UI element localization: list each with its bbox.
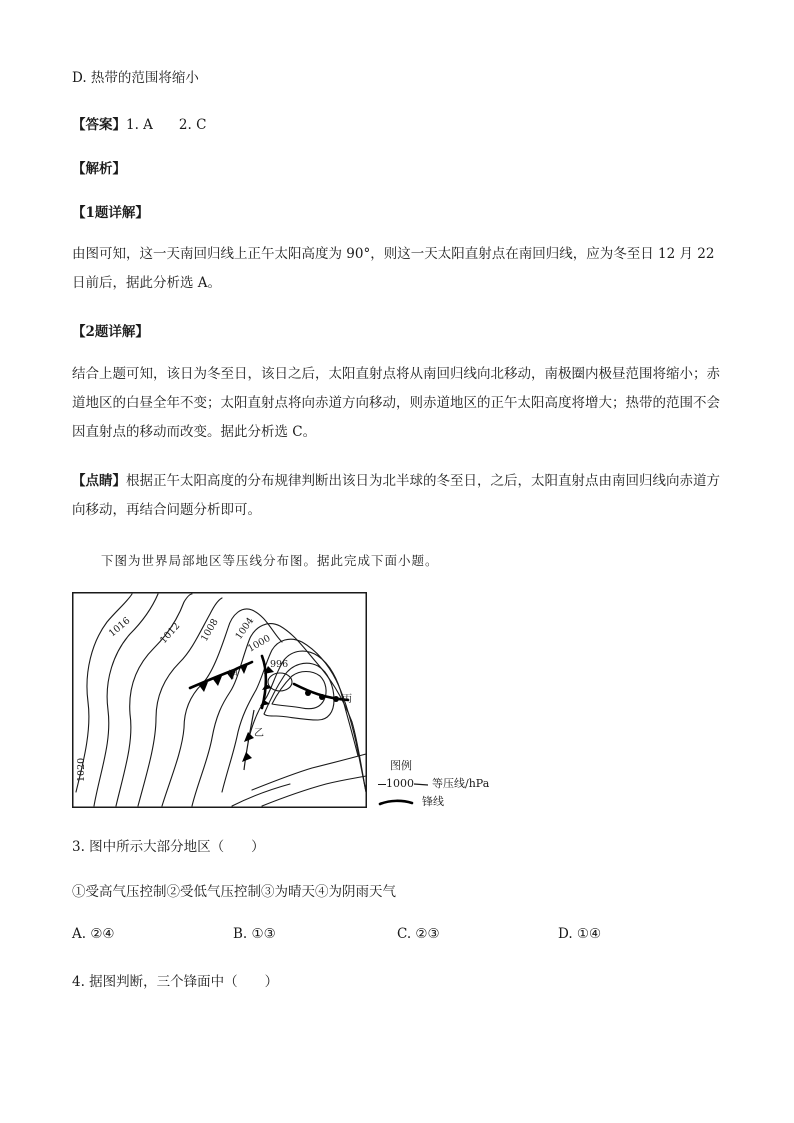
legend-title: 图例	[390, 759, 412, 772]
answer-2: 2. C	[178, 117, 207, 133]
map-legend	[378, 757, 489, 811]
legend-front-line	[378, 797, 414, 807]
isobar-label-1012: 1012	[158, 620, 183, 647]
tip-text: 根据正午太阳高度的分布规律判断出该日为北半球的冬至日，之后，太阳直射点由南回归线向赤道方向移动，再结合问题分析即可。	[72, 473, 720, 518]
q2-detail-text: 结合上题可知，该日为冬至日，该日之后，太阳直射点将从南回归线向北移动，南极圈内极昼范围将缩小；赤道地区的白昼全年不变；太阳直射点将向赤道方向移动，则赤道地区的正午太阳高度将增大；热带的范围不会因直射点的移动而改变。据此分析选 C。	[72, 366, 720, 440]
answer-label: 【答案】	[72, 117, 126, 133]
q3-option-b[interactable]: B. ①③	[233, 926, 276, 942]
q3-option-c[interactable]: C. ②③	[397, 926, 440, 942]
q3-option-d[interactable]: D. ①④	[558, 926, 602, 942]
legend-front-text: 锋线	[422, 795, 444, 808]
q1-detail-text: 由图可知，这一天南回归线上正午太阳高度为 90°，则这一天太阳直射点在南回归线，应为冬至日 12 月 22 日前后，据此分析选 A。	[72, 246, 715, 291]
answer-line	[72, 113, 206, 133]
tip-label: 【点睛】	[72, 473, 126, 489]
legend-isobar-row	[378, 775, 489, 793]
q2-detail-label: 【2题详解】	[72, 324, 149, 340]
legend-isobar-text: 等压线/hPa	[432, 777, 490, 790]
q4-stem: 4. 据图判断，三个锋面中（ ）	[72, 974, 279, 990]
tip-paragraph	[72, 467, 732, 525]
legend-front-row	[378, 793, 489, 811]
figure-caption: 下图为世界局部地区等压线分布图。据此完成下面小题。	[101, 553, 439, 568]
q1-detail-label: 【1题详解】	[72, 205, 149, 221]
front-label-yi: 乙	[254, 728, 264, 739]
q3-stem: 3. 图中所示大部分地区（ ）	[72, 839, 265, 855]
isobar-label-1004: 1004	[233, 615, 257, 642]
legend-isobar-sample: 1000	[386, 777, 414, 790]
answer-1: 1. A	[126, 117, 153, 133]
isobar-label-1020: 1020	[76, 757, 87, 782]
isobar-label-1008: 1008	[199, 617, 221, 644]
front-label-jia: 甲	[228, 670, 238, 681]
front-label-bing: 丙	[342, 694, 352, 705]
isobar-label-996: 996	[270, 659, 289, 670]
isobar-map	[72, 592, 367, 808]
analysis-label: 【解析】	[72, 161, 126, 177]
isobar-label-1016: 1016	[106, 615, 133, 640]
option-d: D. 热带的范围将缩小	[72, 70, 199, 86]
q3-choices: ①受高气压控制②受低气压控制③为晴天④为阴雨天气	[72, 884, 396, 900]
isobar-label-1000: 1000	[246, 632, 273, 655]
q3-option-a[interactable]: A. ②④	[72, 926, 115, 942]
legend-isobar-line	[414, 780, 428, 788]
